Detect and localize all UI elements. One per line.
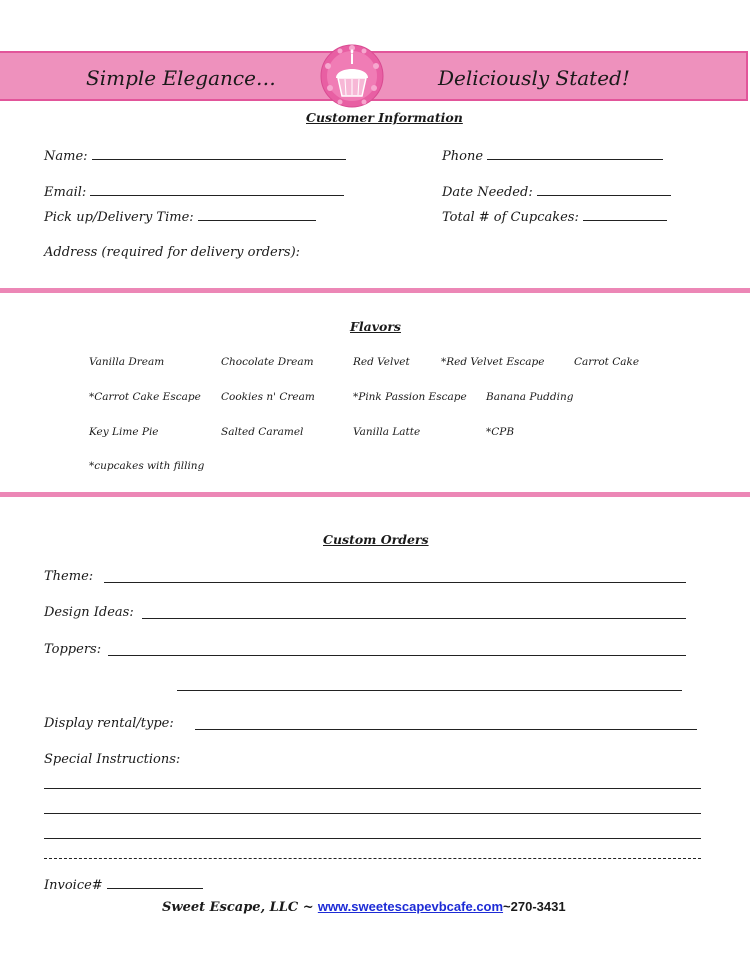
name-label: Name: [44,149,88,164]
pickup-time-label: Pick up/Delivery Time: [44,210,194,225]
flavor-item[interactable]: Vanilla Dream [89,356,165,368]
pickup-time-field[interactable] [44,208,316,225]
phone-line[interactable] [487,147,663,160]
design-ideas-line[interactable] [142,618,686,619]
flavor-item[interactable]: Vanilla Latte [353,426,421,438]
name-field[interactable] [44,147,346,164]
footer-website-link[interactable]: www.sweetescapevbcafe.com [317,899,504,914]
date-needed-line[interactable] [537,183,671,196]
date-needed-field[interactable] [442,183,671,200]
special-instructions-label: Special Instructions: [44,752,181,767]
design-ideas-label: Design Ideas: [44,605,134,620]
flavor-item[interactable]: Cookies n' Cream [221,391,315,403]
footer-brand: Sweet Escape, LLC ~ [162,900,314,915]
total-cupcakes-line[interactable] [583,208,667,221]
special-instructions-line[interactable] [44,788,701,789]
pickup-time-line[interactable] [198,208,316,221]
address-label: Address (required for delivery orders): [44,245,301,260]
name-line[interactable] [92,147,346,160]
banner-left-text: Simple Elegance… [86,66,276,90]
invoice-field[interactable] [44,876,203,893]
section-divider [0,492,750,497]
flavor-item[interactable]: Carrot Cake [574,356,640,368]
display-rental-line[interactable] [195,729,697,730]
flavor-item[interactable]: Key Lime Pie [89,426,159,438]
banner-right-text: Deliciously Stated! [438,66,630,90]
date-needed-label: Date Needed: [442,185,533,200]
flavor-item[interactable]: *CPB [486,426,515,438]
flavor-item[interactable]: Banana Pudding [486,391,574,403]
invoice-label: Invoice# [44,878,103,893]
cupcake-logo-icon [318,42,386,110]
flavor-item[interactable]: Chocolate Dream [221,356,314,368]
footer [162,899,566,915]
flavors-heading: Flavors [350,319,401,334]
theme-label: Theme: [44,569,94,584]
flavor-item[interactable]: Salted Caramel [221,426,304,438]
display-rental-label: Display rental/type: [44,716,174,731]
email-label: Email: [44,185,87,200]
toppers-line[interactable] [108,655,686,656]
phone-field[interactable] [442,147,663,164]
special-instructions-line[interactable] [44,813,701,814]
toppers-line-2[interactable] [177,690,682,691]
toppers-label: Toppers: [44,642,102,657]
section-divider [0,288,750,293]
cut-line [44,858,701,859]
email-field[interactable] [44,183,344,200]
email-line[interactable] [90,183,344,196]
flavor-item[interactable]: *Pink Passion Escape [353,391,467,403]
footer-phone: ~270-3431 [503,899,566,914]
flavor-item[interactable]: *Red Velvet Escape [441,356,545,368]
customer-info-heading: Customer Information [306,110,463,125]
custom-orders-heading: Custom Orders [323,532,429,547]
filling-note: *cupcakes with filling [89,460,205,472]
flavor-item[interactable]: Red Velvet [353,356,410,368]
phone-label: Phone [442,149,484,164]
special-instructions-line[interactable] [44,838,701,839]
flavor-item[interactable]: *Carrot Cake Escape [89,391,201,403]
invoice-line[interactable] [107,876,203,889]
theme-line[interactable] [104,582,686,583]
total-cupcakes-field[interactable] [442,208,667,225]
total-cupcakes-label: Total # of Cupcakes: [442,210,579,225]
